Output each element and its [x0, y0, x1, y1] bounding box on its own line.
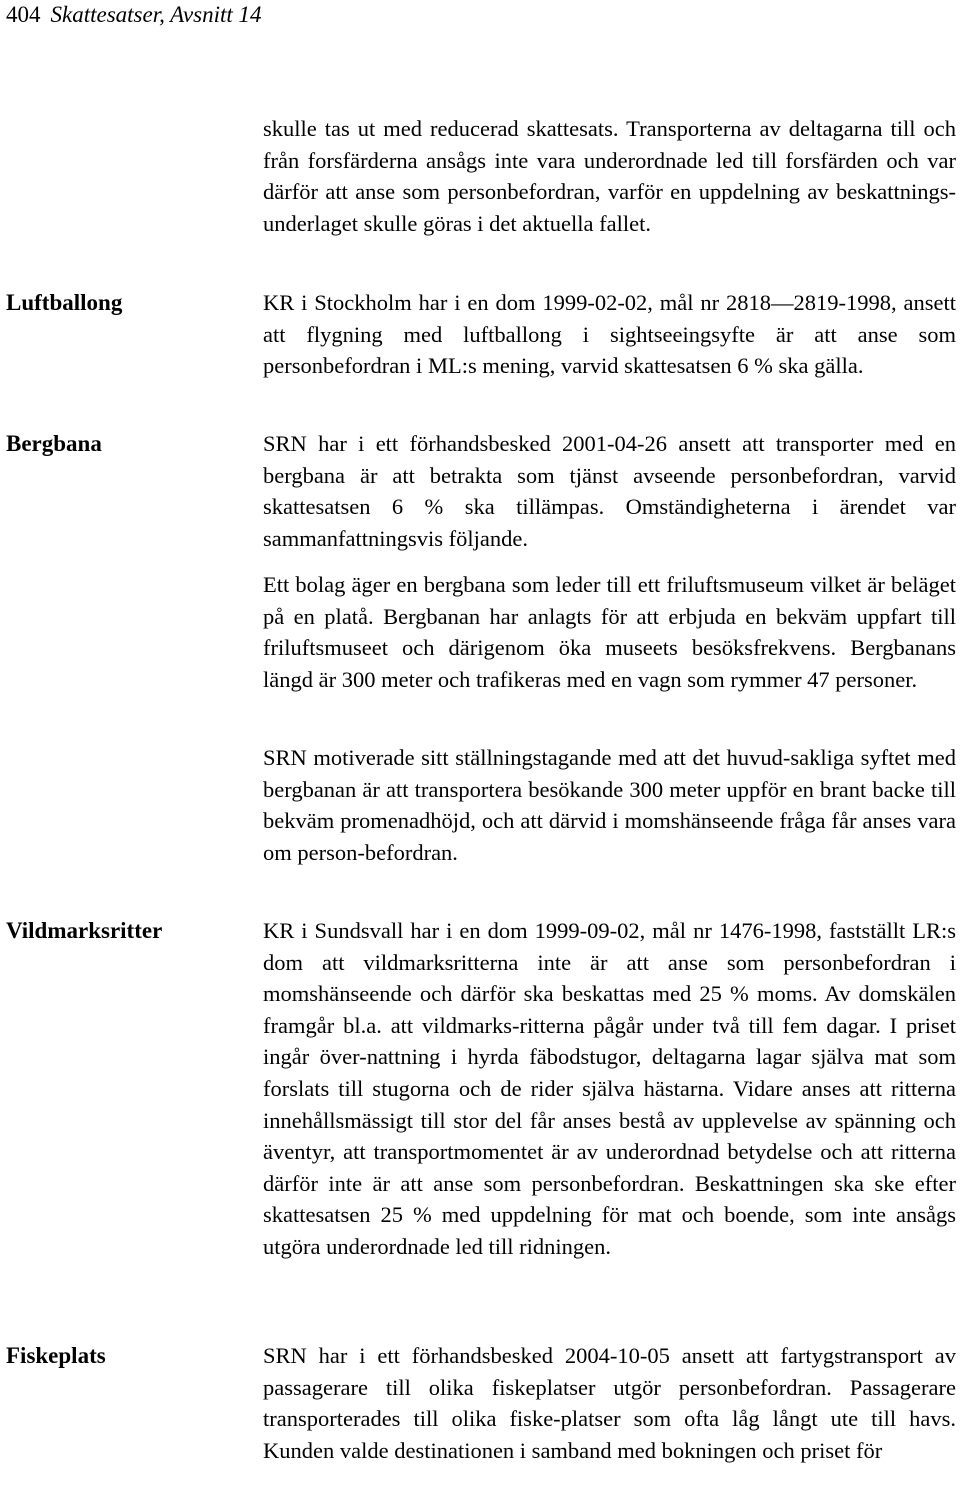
heading-luftballong: Luftballong: [6, 290, 123, 315]
paragraph-bergbana-2: Ett bolag äger en bergbana som leder till ett friluftsmuseum vilket är beläget på en platå. Bergbanan har anlagts för att erbjuda en bekväm uppfart till friluftsmuseet och därigenom öka museets besöksfrekvens. Bergbanans längd är 300 meter och trafikeras med en vagn som rymmer 47 personer.: [263, 572, 956, 692]
running-title: Skattesatser, Avsnitt 14: [50, 2, 262, 27]
paragraph-vildmarksritter: KR i Sundsvall har i en dom 1999-09-02, mål nr 1476-1998, fastställt LR:s dom att vildmarksritterna inte är att anse som personbefordran i momshänseende och därför ska beskattas med 25 % moms. Av domskälen framgår bl.a. att vildmarks-ritterna pågår under två till fem dagar. I priset ingår över-nattning i hyrda fäbodstugor, deltagarna lagar själva mat som forslats till stugorna och de rider själva hästarna. Vidare anses att ritterna innehållsmässigt till stor del får anses bestå av upplevelse av spänning och äventyr, att transportmomentet är av underordnad betydelse och att ritterna därför inte är att anse som personbefordran. Beskattningen ska ske efter skattesatsen 25 % med uppdelning för mat och boende, som inte ansågs utgöra underordnade led till ridningen.: [263, 918, 956, 1259]
paragraph-fiskeplats: SRN har i ett förhandsbesked 2004-10-05 ansett att fartygstransport av passagerare till olika fiskeplatser utgör personbefordran. Passagerare transporterades till olika fiske-platser som ofta låg långt ute till havs. Kunden valde destinationen i samband med bokningen och priset för: [263, 1343, 956, 1463]
paragraph-forsfard-continuation: skulle tas ut med reducerad skattesats. Transporterna av deltagarna till och från forsfärderna ansågs inte vara underordnade led till forsfärden och var därför att anse som personbefordran, varför en uppdelning av beskattnings-underlaget skulle göras i det aktuella fallet.: [263, 116, 956, 236]
paragraph-bergbana-3: SRN motiverade sitt ställningstagande med att det huvud-sakliga syftet med bergbanan är att transportera besökande 300 meter uppför en brant backe till bekväm promenadhöjd, och att därvid i momshänseende fråga får anses vara om person-befordran.: [263, 745, 956, 865]
heading-vildmarksritter: Vildmarksritter: [6, 918, 163, 943]
page-number: 404: [6, 2, 41, 27]
page-header: [6, 0, 262, 30]
heading-fiskeplats: Fiskeplats: [6, 1343, 106, 1368]
paragraph-bergbana-1: SRN har i ett förhandsbesked 2001-04-26 ansett att transporter med en bergbana är att betrakta som tjänst avseende personbefordran, varvid skattesatsen 6 % ska tillämpas. Omständigheterna i ärendet var sammanfattningsvis följande.: [263, 431, 956, 551]
heading-bergbana: Bergbana: [6, 431, 102, 456]
paragraph-luftballong: KR i Stockholm har i en dom 1999-02-02, mål nr 2818—2819-1998, ansett att flygning med luftballong i sightseeingsyfte är att anse som personbefordran i ML:s mening, varvid skattesatsen 6 % ska gälla.: [263, 290, 956, 379]
